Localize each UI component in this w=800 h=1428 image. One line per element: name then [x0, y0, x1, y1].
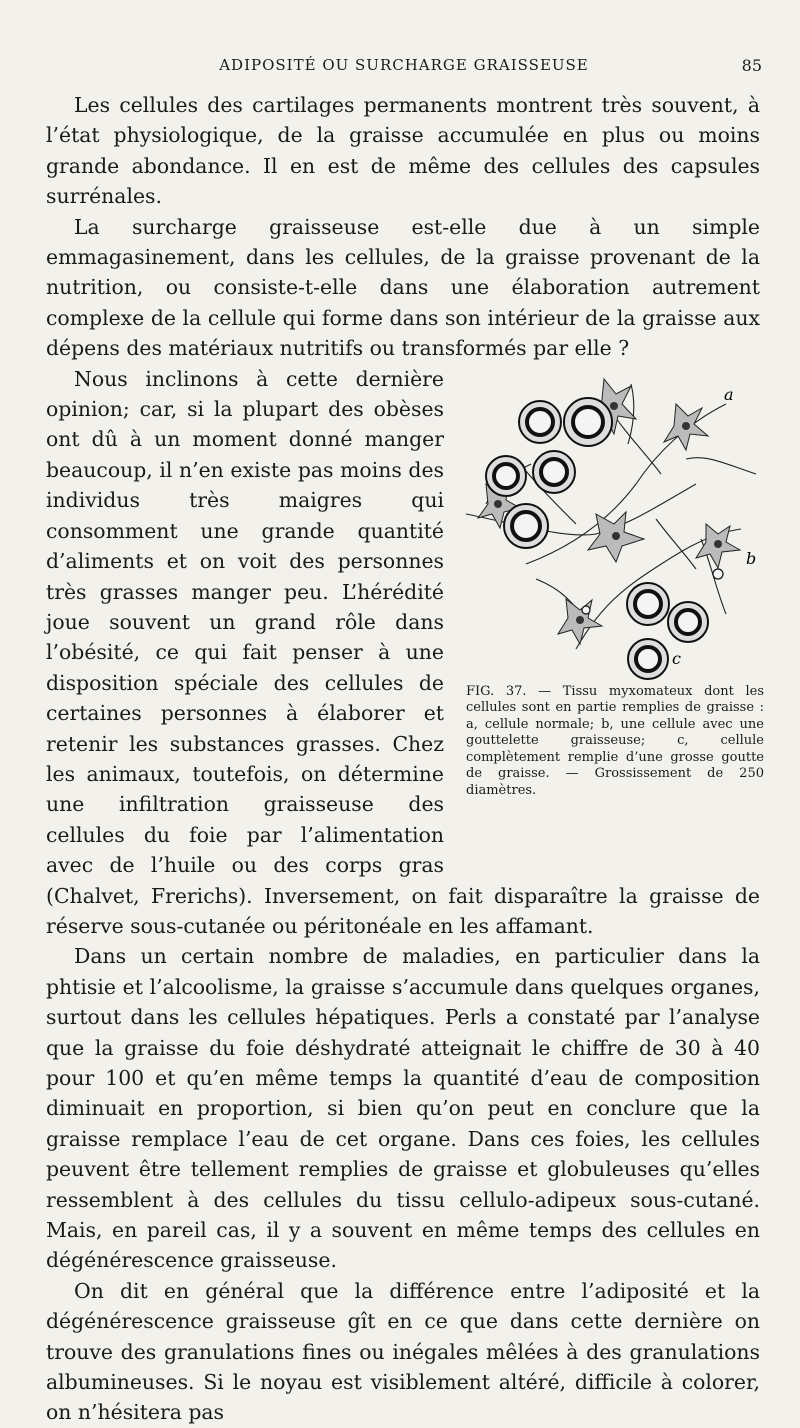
paragraph-cartilage: Les cellules des cartilages permanents montrent très souvent, à l’état physiologique, de la graisse accumulée en plus ou moins grande abondance. Il en est de même des cellules des capsules surrénales. [46, 93, 760, 209]
fat-cell-droplet [527, 409, 553, 435]
paragraph-maladies: Dans un certain nombre de maladies, en particulier dans la phtisie et l’alcoolisme, la graisse s’accumule dans quelques organes, surtout dans les cellules hépatiques. Perls a constaté par l’analyse que la graisse du foie déshydraté atteignait le chiffre de 30 à 40 pour 100 et qu’en même temps la quantité d’eau de composition diminuait en proportion, si bien qu’on peut en conclure que la graisse remplace l’eau de cet organe. Dans ces foies, les cellules peuvent être tellement remplies de graisse et globuleuses qu’elles ressemblent à des cellules du tissu cellulo-adipeux sous-cutané. Mais, en pareil cas, il y a souvent en même temps des cellules en dégénérescence graisseuse. [46, 944, 760, 1273]
fat-cell-droplet [512, 512, 540, 540]
running-title: ADIPOSITÉ OU SURCHARGE GRAISSEUSE [219, 56, 589, 74]
nucleus [610, 402, 618, 410]
figure-37-illustration [456, 364, 768, 680]
paragraph-surcharge-question: La surcharge graisseuse est-elle due à un simple emmagasinement, dans les cellules, de la graisse provenant de la nutrition, ou consiste-t-elle dans une élaboration autrement complexe de la cellule qui forme dans son intérieur de la graisse aux dépens des matériaux nutritifs ou transformés par elle ? [46, 214, 760, 361]
paragraph-difference: On dit en général que la différence entre l’adiposité et la dégénérescence graisseuse gît en ce que dans cette dernière on trouve des granulations fines ou inégales mêlées à des granulations albumineuses. Si le noyau est visiblement altéré, difficile à colorer, on n’hésitera pas [46, 1278, 760, 1425]
figure-37 [456, 364, 768, 856]
fat-cell-droplet [676, 610, 700, 634]
nucleus [682, 422, 690, 430]
page-number: 85 [741, 56, 762, 75]
nucleus [494, 500, 502, 508]
figure-label-c: c [672, 648, 681, 668]
fat-cell-droplet [573, 407, 603, 437]
fiber [656, 519, 696, 569]
fat-cell-droplet [635, 591, 661, 617]
paragraph-opinion: Nous inclinons à cette dernière opinion; car, si la plupart des obèses ont dû à un moment donné manger beaucoup, il n’en existe pas moins des individus très maigres qui consomment une grande quantité d’aliments et on voit des personnes très grasses manger peu. L’hérédité joue souvent un grand rôle dans l’obésité, ce qui fait penser à une disposition spéciale des cellules de certaines personnes à élaborer et retenir les substances grasses. Chez les animaux, toutefois, on détermine une infiltration graisseuse des cellules du foie par l’alimentation avec de l’huile ou des corps gras (Chalvet, Frerichs). Inversement, on fait disparaître la graisse de réserve sous-cutanée ou péritonéale en les affamant. [46, 366, 760, 938]
figure-caption: FIG. 37. — Tissu myxomateux dont les cellules sont en partie remplies de graisse : a, cellule normale; b, une cellule avec une gouttelette graisseuse; c, cellule complètement remplie d’une grosse goutte de graisse. — Grossissement de 250 diamètres. [466, 683, 764, 798]
body-text [46, 90, 764, 1428]
fat-cell-droplet [636, 647, 660, 671]
droplet [582, 606, 590, 614]
nucleus [612, 532, 620, 540]
droplet [713, 569, 723, 579]
figure-label-a: a [724, 384, 734, 404]
nucleus [714, 540, 722, 548]
fiber [686, 457, 756, 473]
fat-cell-droplet [494, 464, 518, 488]
fat-cell-droplet [541, 459, 567, 485]
figure-label-b: b [746, 548, 757, 568]
nucleus [576, 616, 584, 624]
running-header [46, 56, 762, 80]
